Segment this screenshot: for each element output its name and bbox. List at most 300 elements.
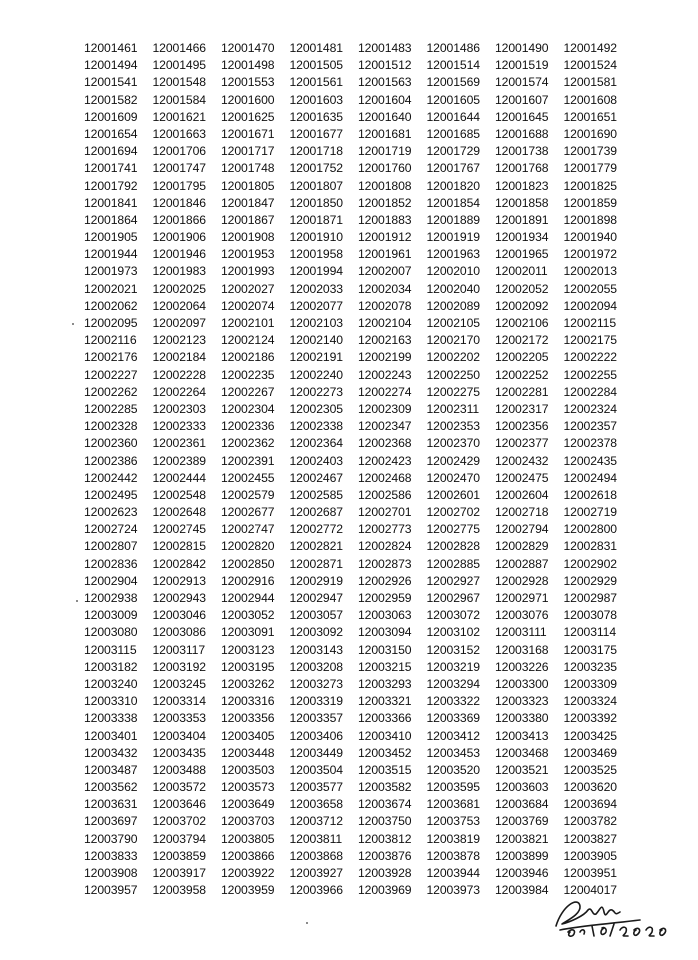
roll-number-cell: 12002601 xyxy=(426,487,480,502)
roll-number-cell: 12002305 xyxy=(289,401,343,416)
table-row xyxy=(84,521,684,538)
roll-number-cell: 12002831 xyxy=(563,539,617,554)
roll-number-cell: 12003973 xyxy=(426,883,480,898)
table-row xyxy=(84,624,684,641)
roll-number-cell: 12002309 xyxy=(358,401,412,416)
roll-number-cell: 12002794 xyxy=(495,522,549,537)
roll-number-cell: 12003168 xyxy=(495,642,549,657)
roll-number-cell: 12003866 xyxy=(221,848,275,863)
roll-number-cell: 12001654 xyxy=(84,126,138,141)
roll-number-cell: 12002140 xyxy=(289,333,343,348)
roll-number-cell: 12002800 xyxy=(563,522,617,537)
roll-number-cell: 12001584 xyxy=(152,92,206,107)
handwritten-signature xyxy=(548,886,688,942)
roll-number-cell: 12003449 xyxy=(289,745,343,760)
roll-number-cell: 12003319 xyxy=(289,694,343,709)
table-row xyxy=(84,762,684,779)
roll-number-cell: 12003072 xyxy=(426,608,480,623)
roll-number-cell: 12003219 xyxy=(426,659,480,674)
table-row xyxy=(84,109,684,126)
roll-number-cell: 12003790 xyxy=(84,831,138,846)
roll-number-cell: 12002184 xyxy=(152,350,206,365)
roll-number-cell: 12001514 xyxy=(426,58,480,73)
roll-number-cell: 12001607 xyxy=(495,92,549,107)
roll-number-cell: 12003321 xyxy=(358,694,412,709)
roll-number-cell: 12001748 xyxy=(221,161,275,176)
roll-number-cell: 12003984 xyxy=(495,883,549,898)
roll-number-cell: 12002205 xyxy=(495,350,549,365)
roll-number-cell: 12003309 xyxy=(563,676,617,691)
table-row xyxy=(84,384,684,401)
roll-number-cell: 12002820 xyxy=(221,539,275,554)
roll-number-cell: 12001961 xyxy=(358,247,412,262)
table-row xyxy=(84,298,684,315)
roll-number-cell: 12003582 xyxy=(358,780,412,795)
roll-number-cell: 12001603 xyxy=(289,92,343,107)
roll-number-cell: 12003794 xyxy=(152,831,206,846)
speck-mark xyxy=(306,922,308,924)
roll-number-cell: 12003957 xyxy=(84,883,138,898)
roll-number-cell: 12003958 xyxy=(152,883,206,898)
roll-number-cell: 12001883 xyxy=(358,212,412,227)
roll-number-cell: 12003469 xyxy=(563,745,617,760)
speck-mark xyxy=(76,600,78,602)
table-row xyxy=(84,281,684,298)
roll-number-cell: 12002677 xyxy=(221,505,275,520)
speck-mark xyxy=(72,323,74,325)
roll-number-cell: 12002089 xyxy=(426,298,480,313)
roll-number-cell: 12003488 xyxy=(152,762,206,777)
roll-number-cell: 12003078 xyxy=(563,608,617,623)
roll-number-cell: 12002101 xyxy=(221,316,275,330)
roll-number-cell: 12002618 xyxy=(563,487,617,502)
roll-number-cell: 12001852 xyxy=(358,195,412,210)
roll-number-cell: 12003833 xyxy=(84,848,138,863)
roll-number-cell: 12002074 xyxy=(221,298,275,313)
roll-number-cell: 12002959 xyxy=(358,591,412,605)
roll-number-cell: 12003684 xyxy=(495,797,549,812)
roll-number-cell: 12001752 xyxy=(289,161,343,176)
roll-number-cell: 12003928 xyxy=(358,866,412,880)
roll-number-cell: 12003091 xyxy=(221,625,275,640)
roll-number-cell: 12002115 xyxy=(563,316,617,330)
roll-number-cell: 12003959 xyxy=(221,883,275,898)
table-row xyxy=(84,349,684,366)
roll-number-cell: 12003410 xyxy=(358,728,412,743)
roll-number-cell: 12003401 xyxy=(84,728,138,743)
roll-number-cell: 12002262 xyxy=(84,384,138,399)
roll-number-cell: 12002064 xyxy=(152,298,206,313)
roll-number-cell: 12002274 xyxy=(358,384,412,399)
table-row xyxy=(84,538,684,555)
roll-number-cell: 12001524 xyxy=(563,58,617,73)
roll-number-cell: 12001825 xyxy=(563,178,617,193)
roll-number-cell: 12001905 xyxy=(84,230,138,245)
roll-number-cell: 12002902 xyxy=(563,556,617,571)
roll-number-cell: 12001934 xyxy=(495,230,549,245)
roll-number-cell: 12003562 xyxy=(84,780,138,795)
roll-number-cell: 12001574 xyxy=(495,75,549,90)
roll-number-cell: 12003195 xyxy=(221,659,275,674)
roll-number-cell: 12001972 xyxy=(563,247,617,262)
roll-number-cell: 12002386 xyxy=(84,453,138,468)
table-row xyxy=(84,470,684,487)
table-row xyxy=(84,332,684,349)
roll-number-cell: 12001792 xyxy=(84,178,138,193)
roll-number-cell: 12002336 xyxy=(221,419,275,434)
roll-number-cell: 12001677 xyxy=(289,126,343,141)
roll-number-cell: 12001864 xyxy=(84,212,138,227)
roll-number-cell: 12002702 xyxy=(426,505,480,520)
roll-number-cell: 12002228 xyxy=(152,367,206,382)
roll-number-cell: 12003293 xyxy=(358,676,412,691)
roll-number-cell: 12003521 xyxy=(495,762,549,777)
roll-number-cell: 12002303 xyxy=(152,401,206,416)
roll-number-cell: 12003052 xyxy=(221,608,275,623)
roll-number-cell: 12001841 xyxy=(84,195,138,210)
roll-number-cell: 12001847 xyxy=(221,195,275,210)
roll-number-cell: 12001898 xyxy=(563,212,617,227)
roll-number-cell: 12001944 xyxy=(84,247,138,262)
roll-number-cell: 12003009 xyxy=(84,608,138,623)
roll-number-cell: 12002243 xyxy=(358,367,412,382)
roll-number-cell: 12002077 xyxy=(289,298,343,313)
roll-number-cell: 12001866 xyxy=(152,212,206,227)
roll-number-cell: 12002116 xyxy=(84,333,137,348)
roll-number-cell: 12003812 xyxy=(358,831,412,846)
roll-number-cell: 12002850 xyxy=(221,556,275,571)
roll-number-cell: 12001889 xyxy=(426,212,480,227)
roll-number-cell: 12002055 xyxy=(563,281,617,296)
roll-number-cell: 12002176 xyxy=(84,350,138,365)
roll-number-cell: 12001973 xyxy=(84,264,138,279)
roll-number-cell: 12001871 xyxy=(289,212,343,227)
roll-number-cell: 12002052 xyxy=(495,281,549,296)
roll-number-cell: 12001738 xyxy=(495,144,549,159)
roll-number-cell: 12003944 xyxy=(426,866,480,880)
table-row xyxy=(84,590,684,607)
roll-number-cell: 12001908 xyxy=(221,230,275,245)
table-row xyxy=(84,453,684,470)
roll-number-cell: 12002362 xyxy=(221,436,275,451)
table-row xyxy=(84,556,684,573)
table-row xyxy=(84,126,684,143)
roll-number-cell: 12002097 xyxy=(152,316,206,330)
roll-number-cell: 12001718 xyxy=(289,144,343,159)
table-row xyxy=(84,693,684,710)
roll-number-cell: 12002240 xyxy=(289,367,343,382)
roll-number-cell: 12003094 xyxy=(358,625,412,640)
roll-number-cell: 12002885 xyxy=(426,556,480,571)
roll-number-cell: 12002170 xyxy=(426,333,480,348)
table-row xyxy=(84,504,684,521)
roll-number-cell: 12002356 xyxy=(495,419,549,434)
roll-number-cell: 12002871 xyxy=(289,556,343,571)
roll-number-cell: 12002701 xyxy=(358,505,412,520)
roll-number-cell: 12003899 xyxy=(495,848,549,863)
roll-number-cell: 12002103 xyxy=(289,316,343,330)
roll-number-cell: 12002807 xyxy=(84,539,138,554)
roll-number-cell: 12002648 xyxy=(152,505,206,520)
roll-number-cell: 12002202 xyxy=(426,350,480,365)
roll-number-cell: 12002579 xyxy=(221,487,275,502)
roll-number-cell: 12003262 xyxy=(221,676,275,691)
roll-number-cell: 12002281 xyxy=(495,384,549,399)
table-row xyxy=(84,74,684,91)
roll-number-cell: 12001548 xyxy=(152,75,206,90)
roll-number-cell: 12001706 xyxy=(152,144,206,159)
roll-number-cell: 12003821 xyxy=(495,831,549,846)
roll-number-cell: 12002824 xyxy=(358,539,412,554)
roll-number-cell: 12002011 xyxy=(495,264,548,279)
roll-number-cell: 12001492 xyxy=(563,41,617,55)
roll-number-cell: 12003620 xyxy=(563,780,617,795)
roll-number-cell: 12003235 xyxy=(563,659,617,674)
roll-number-cell: 12003406 xyxy=(289,728,343,743)
roll-number-cell: 12001608 xyxy=(563,92,617,107)
roll-number-cell: 12003603 xyxy=(495,780,549,795)
roll-number-table xyxy=(84,40,684,899)
roll-number-cell: 12002377 xyxy=(495,436,549,451)
roll-number-cell: 12001739 xyxy=(563,144,617,159)
roll-number-cell: 12002435 xyxy=(563,453,617,468)
roll-number-cell: 12001494 xyxy=(84,58,138,73)
roll-number-cell: 12002186 xyxy=(221,350,275,365)
roll-number-cell: 12002285 xyxy=(84,401,138,416)
table-row xyxy=(84,573,684,590)
roll-number-cell: 12003448 xyxy=(221,745,275,760)
roll-number-cell: 12001820 xyxy=(426,178,480,193)
roll-number-cell: 12002104 xyxy=(358,316,412,330)
roll-number-cell: 12002919 xyxy=(289,573,343,588)
roll-number-cell: 12003435 xyxy=(152,745,206,760)
roll-number-cell: 12002423 xyxy=(358,453,412,468)
roll-number-cell: 12003226 xyxy=(495,659,549,674)
roll-number-cell: 12003086 xyxy=(152,625,206,640)
roll-number-cell: 12003966 xyxy=(289,883,343,898)
roll-number-cell: 12001541 xyxy=(84,75,138,90)
roll-number-cell: 12002929 xyxy=(563,573,617,588)
roll-number-cell: 12002444 xyxy=(152,470,206,485)
table-row xyxy=(84,659,684,676)
roll-number-cell: 12001694 xyxy=(84,144,138,159)
roll-number-cell: 12001621 xyxy=(152,109,206,124)
roll-number-cell: 12003182 xyxy=(84,659,138,674)
roll-number-cell: 12001651 xyxy=(563,109,617,124)
roll-number-cell: 12002250 xyxy=(426,367,480,382)
roll-number-cell: 12003487 xyxy=(84,762,138,777)
roll-number-cell: 12003917 xyxy=(152,866,206,880)
roll-number-cell: 12002432 xyxy=(495,453,549,468)
roll-number-cell: 12001779 xyxy=(563,161,617,176)
roll-number-cell: 12001481 xyxy=(289,41,343,55)
roll-number-cell: 12002360 xyxy=(84,436,138,451)
roll-number-cell: 12002904 xyxy=(84,573,138,588)
roll-number-cell: 12001605 xyxy=(426,92,480,107)
roll-number-cell: 12003300 xyxy=(495,676,549,691)
roll-number-cell: 12003525 xyxy=(563,762,617,777)
roll-number-cell: 12002357 xyxy=(563,419,617,434)
roll-number-cell: 12002971 xyxy=(495,591,549,605)
roll-number-cell: 12001553 xyxy=(221,75,275,90)
roll-number-cell: 12002494 xyxy=(563,470,617,485)
roll-number-cell: 12001965 xyxy=(495,247,549,262)
table-row xyxy=(84,418,684,435)
table-row xyxy=(84,92,684,109)
roll-number-cell: 12001795 xyxy=(152,178,206,193)
roll-number-cell: 12002747 xyxy=(221,522,275,537)
roll-number-cell: 12002338 xyxy=(289,419,343,434)
roll-number-cell: 12001807 xyxy=(289,178,343,193)
roll-number-cell: 12002013 xyxy=(563,264,617,279)
roll-number-cell: 12003353 xyxy=(152,711,206,726)
roll-number-cell: 12003357 xyxy=(289,711,343,726)
roll-number-cell: 12002304 xyxy=(221,401,275,416)
roll-number-cell: 12003876 xyxy=(358,848,412,863)
roll-number-cell: 12002745 xyxy=(152,522,206,537)
roll-number-cell: 12001640 xyxy=(358,109,412,124)
roll-number-cell: 12003674 xyxy=(358,797,412,812)
roll-number-cell: 12003468 xyxy=(495,745,549,760)
roll-number-cell: 12001600 xyxy=(221,92,275,107)
roll-number-cell: 12002495 xyxy=(84,487,138,502)
roll-number-cell: 12002010 xyxy=(426,264,480,279)
roll-number-cell: 12001768 xyxy=(495,161,549,176)
table-row xyxy=(84,865,684,882)
roll-number-cell: 12002361 xyxy=(152,436,206,451)
roll-number-cell: 12003515 xyxy=(358,762,412,777)
roll-number-cell: 12003868 xyxy=(289,848,343,863)
roll-number-cell: 12003152 xyxy=(426,642,480,657)
roll-number-cell: 12002772 xyxy=(289,522,343,537)
table-row xyxy=(84,315,684,332)
roll-number-cell: 12003805 xyxy=(221,831,275,846)
roll-number-cell: 12003658 xyxy=(289,797,343,812)
roll-number-cell: 12001958 xyxy=(289,247,343,262)
roll-number-cell: 12002775 xyxy=(426,522,480,537)
roll-number-cell: 12002391 xyxy=(221,453,275,468)
roll-number-cell: 12003413 xyxy=(495,728,549,743)
roll-number-cell: 12003712 xyxy=(289,814,343,829)
roll-number-cell: 12002468 xyxy=(358,470,412,485)
roll-number-cell: 12002724 xyxy=(84,522,138,537)
roll-number-cell: 12001505 xyxy=(289,58,343,73)
roll-number-cell: 12002586 xyxy=(358,487,412,502)
table-row xyxy=(84,779,684,796)
roll-number-cell: 12003595 xyxy=(426,780,480,795)
roll-number-cell: 12002123 xyxy=(152,333,206,348)
roll-number-cell: 12003322 xyxy=(426,694,480,709)
roll-number-cell: 12004017 xyxy=(563,883,617,898)
roll-number-cell: 12002025 xyxy=(152,281,206,296)
roll-number-cell: 12002913 xyxy=(152,573,206,588)
roll-number-cell: 12003859 xyxy=(152,848,206,863)
roll-number-cell: 12002199 xyxy=(358,350,412,365)
roll-number-cell: 12001946 xyxy=(152,247,206,262)
table-row xyxy=(84,40,684,57)
roll-number-cell: 12003631 xyxy=(84,797,138,812)
roll-number-cell: 12001846 xyxy=(152,195,206,210)
roll-number-cell: 12001993 xyxy=(221,264,275,279)
roll-number-cell: 12003273 xyxy=(289,676,343,691)
roll-number-cell: 12003573 xyxy=(221,780,275,795)
roll-number-cell: 12001912 xyxy=(358,230,412,245)
table-row xyxy=(84,178,684,195)
roll-number-cell: 12002815 xyxy=(152,539,206,554)
roll-number-cell: 12002040 xyxy=(426,281,480,296)
roll-number-cell: 12001581 xyxy=(563,75,617,90)
roll-number-cell: 12002328 xyxy=(84,419,138,434)
roll-number-cell: 12001685 xyxy=(426,126,480,141)
table-row xyxy=(84,246,684,263)
roll-number-cell: 12001747 xyxy=(152,161,206,176)
table-row xyxy=(84,642,684,659)
roll-number-cell: 12002687 xyxy=(289,505,343,520)
roll-number-cell: 12002284 xyxy=(563,384,617,399)
roll-number-cell: 12001495 xyxy=(152,58,206,73)
roll-number-cell: 12003316 xyxy=(221,694,275,709)
table-row xyxy=(84,263,684,280)
roll-number-cell: 12003969 xyxy=(358,883,412,898)
roll-number-cell: 12002927 xyxy=(426,573,480,588)
table-row xyxy=(84,435,684,452)
roll-number-cell: 12003240 xyxy=(84,676,138,691)
roll-number-cell: 12003117 xyxy=(152,642,206,657)
roll-number-cell: 12002378 xyxy=(563,436,617,451)
roll-number-cell: 12003245 xyxy=(152,676,206,691)
roll-number-cell: 12003694 xyxy=(563,797,617,812)
roll-number-cell: 12001663 xyxy=(152,126,206,141)
roll-number-cell: 12002264 xyxy=(152,384,206,399)
roll-number-cell: 12002967 xyxy=(426,591,480,605)
roll-number-cell: 12002368 xyxy=(358,436,412,451)
table-row xyxy=(84,676,684,693)
roll-number-cell: 12003175 xyxy=(563,642,617,657)
table-row xyxy=(84,212,684,229)
roll-number-cell: 12002548 xyxy=(152,487,206,502)
roll-number-cell: 12003114 xyxy=(563,625,617,640)
roll-number-cell: 12002078 xyxy=(358,298,412,313)
roll-number-cell: 12002191 xyxy=(289,350,343,365)
roll-number-cell: 12002333 xyxy=(152,419,206,434)
roll-number-cell: 12001498 xyxy=(221,58,275,73)
roll-number-cell: 12003046 xyxy=(152,608,206,623)
roll-number-cell: 12001953 xyxy=(221,247,275,262)
table-row xyxy=(84,143,684,160)
roll-number-cell: 12003908 xyxy=(84,866,138,880)
roll-number-cell: 12003646 xyxy=(152,797,206,812)
roll-number-cell: 12001563 xyxy=(358,75,412,90)
roll-number-cell: 12002928 xyxy=(495,573,549,588)
roll-number-cell: 12002062 xyxy=(84,298,138,313)
roll-number-cell: 12002604 xyxy=(495,487,549,502)
roll-number-cell: 12003572 xyxy=(152,780,206,795)
roll-number-cell: 12003338 xyxy=(84,711,138,726)
roll-number-cell: 12001854 xyxy=(426,195,480,210)
roll-number-cell: 12002034 xyxy=(358,281,412,296)
roll-number-cell: 12002887 xyxy=(495,556,549,571)
table-row xyxy=(84,607,684,624)
roll-number-cell: 12003412 xyxy=(426,728,480,743)
roll-number-cell: 12002623 xyxy=(84,505,138,520)
roll-number-cell: 12002828 xyxy=(426,539,480,554)
roll-number-cell: 12002389 xyxy=(152,453,206,468)
roll-number-cell: 12003703 xyxy=(221,814,275,829)
roll-number-cell: 12003080 xyxy=(84,625,138,640)
roll-number-cell: 12001483 xyxy=(358,41,412,55)
table-row xyxy=(84,745,684,762)
table-row xyxy=(84,487,684,504)
